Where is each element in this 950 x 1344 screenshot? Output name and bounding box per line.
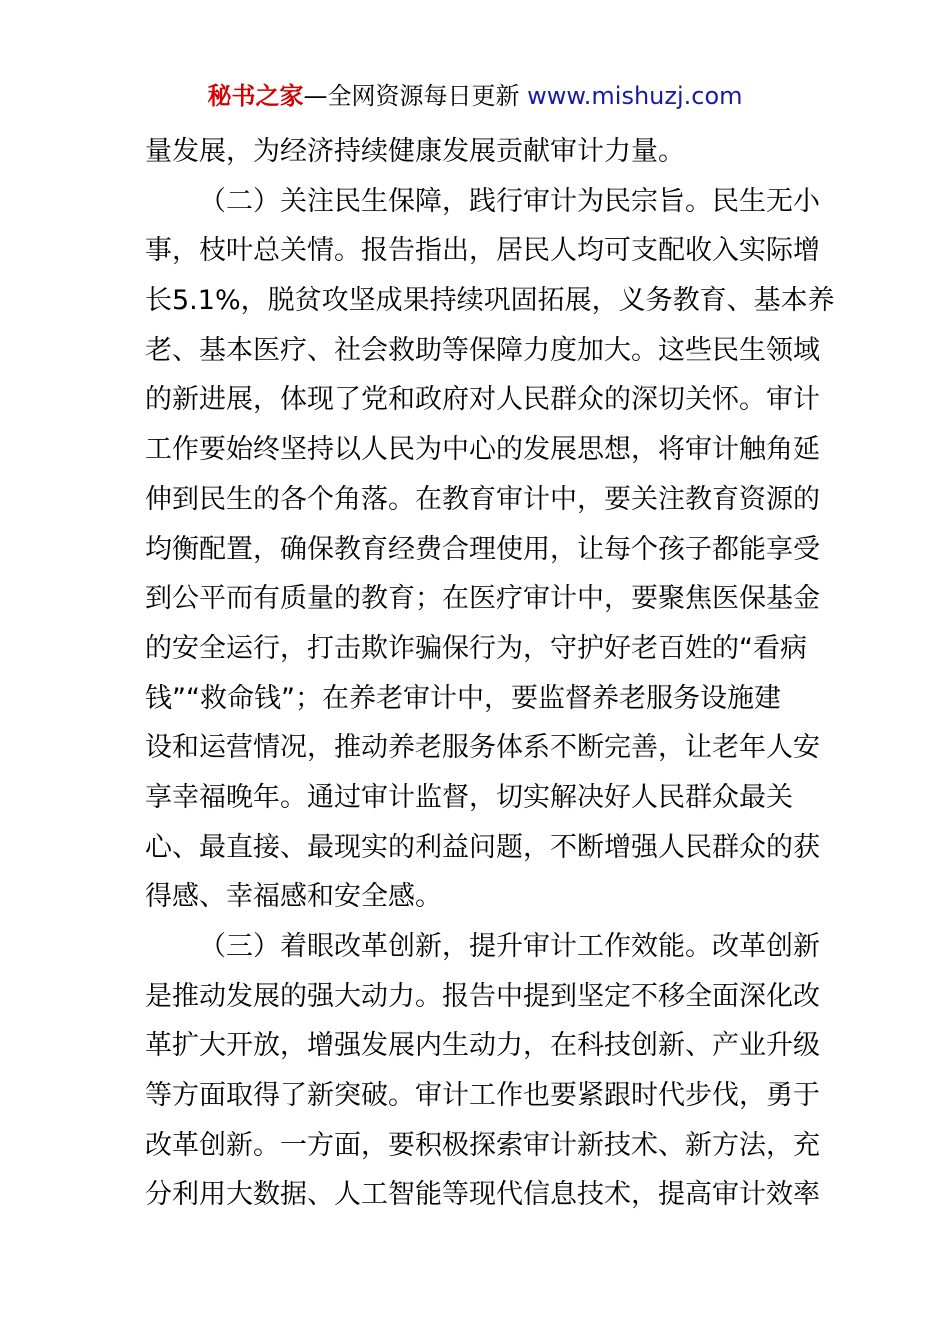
- text-line: 是推动发展的强大动力。报告中提到坚定不移全面深化改: [145, 980, 820, 1012]
- text-line: 事，枝叶总关情。报告指出，居民人均可支配收入实际增: [145, 235, 820, 267]
- text-line: 设和运营情况，推动养老服务体系不断完善，让老年人安: [145, 732, 820, 764]
- text-line: 到公平而有质量的教育；在医疗审计中，要聚焦医保基金: [145, 583, 820, 615]
- text-line: 的安全运行，打击欺诈骗保行为，守护好老百姓的“看病: [145, 632, 807, 664]
- site-tagline: —全网资源每日更新: [303, 82, 528, 110]
- document-body: [145, 127, 835, 1220]
- text-line: 量发展，为经济持续健康发展贡献审计力量。: [145, 136, 685, 167]
- text-line: 等方面取得了新突破。审计工作也要紧跟时代步伐，勇于: [145, 1080, 820, 1112]
- section-heading-3-line: （三）着眼改革创新，提升审计工作效能。改革创新: [199, 931, 820, 962]
- text-line: 工作要始终坚持以人民为中心的发展思想，将审计触角延: [145, 434, 820, 466]
- text-line: 心、最直接、最现实的利益问题，不断增强人民群众的获: [145, 831, 820, 863]
- text-line: 老、基本医疗、社会救助等保障力度加大。这些民生领域: [145, 334, 820, 366]
- text-line: 改革创新。一方面，要积极探索审计新技术、新方法，充: [145, 1129, 820, 1161]
- text-line: 均衡配置，确保教育经费合理使用，让每个孩子都能享受: [145, 533, 820, 565]
- section-heading-2-line: （二）关注民生保障，践行审计为民宗旨。民生无小: [199, 185, 820, 217]
- site-url-link[interactable]: www.mishuzj.com: [527, 82, 743, 110]
- text-line: 的新进展，体现了党和政府对人民群众的深切关怀。审计: [145, 384, 820, 416]
- site-header: [0, 80, 950, 112]
- text-line: 革扩大开放，增强发展内生动力，在科技创新、产业升级: [145, 1030, 820, 1062]
- text-line: 享幸福晚年。通过审计监督，切实解决好人民群众最关: [145, 781, 793, 813]
- text-line: 得感、幸福感和安全感。: [145, 881, 442, 913]
- text-line: 钱”“救命钱”；在养老审计中，要监督养老服务设施建: [145, 682, 781, 714]
- site-brand: 秘书之家: [207, 82, 304, 110]
- text-line: 伸到民生的各个角落。在教育审计中，要关注教育资源的: [145, 483, 820, 515]
- text-line: 长5.1%，脱贫攻坚成果持续巩固拓展，义务教育、基本养: [145, 285, 835, 317]
- text-line: 分利用大数据、人工智能等现代信息技术，提高审计效率: [145, 1179, 820, 1211]
